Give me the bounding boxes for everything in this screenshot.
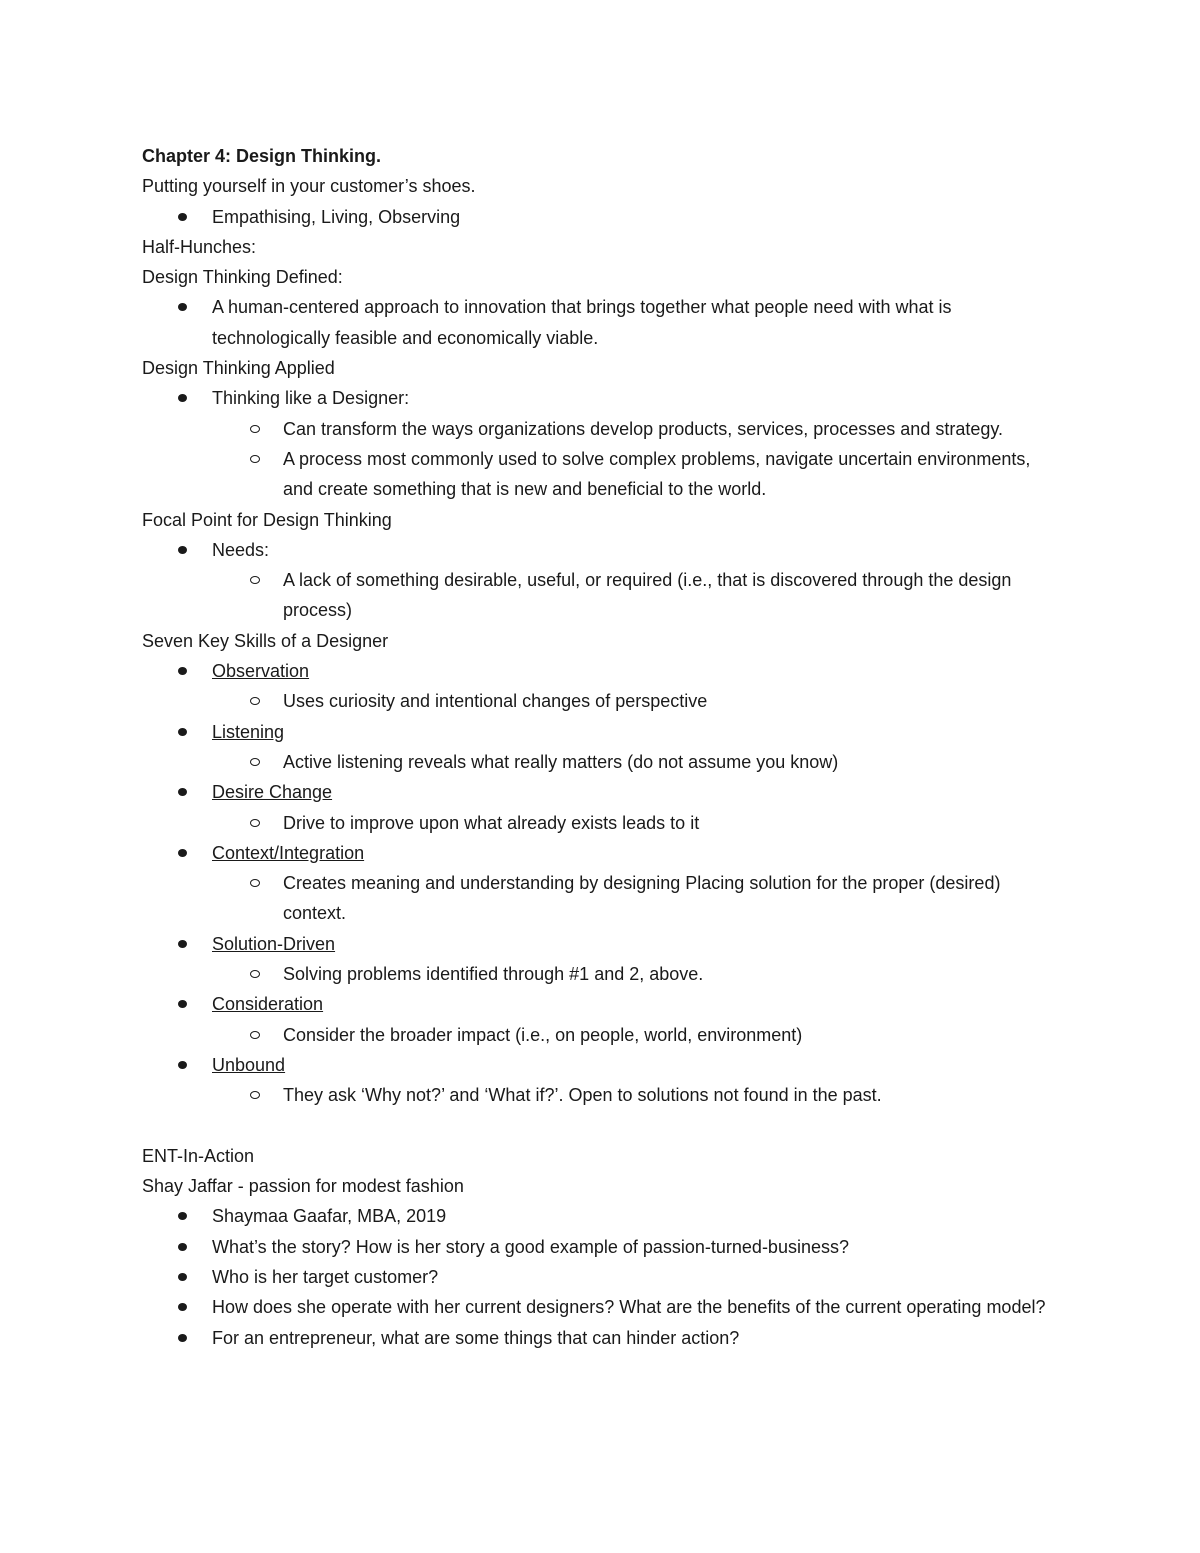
bullet-icon	[178, 1000, 187, 1008]
skill-item	[142, 777, 1052, 807]
bullet-icon	[178, 940, 187, 948]
skill-name: Desire Change	[212, 782, 333, 803]
bullet-text: Thinking like a Designer:	[212, 388, 410, 409]
skill-detail	[142, 686, 1052, 716]
skill-name: Observation	[212, 661, 310, 682]
skill-detail	[142, 868, 1052, 929]
section-heading: Seven Key Skills of a Designer	[142, 630, 389, 651]
circle-bullet-icon	[250, 758, 260, 766]
section-subheading: Shay Jaffar - passion for modest fashion	[142, 1176, 464, 1197]
bullet-icon	[178, 213, 187, 221]
skill-name: Solution-Driven	[212, 933, 336, 954]
section-heading: Focal Point for Design Thinking	[142, 509, 392, 530]
bullet-icon	[178, 303, 187, 311]
bullet-icon	[178, 1334, 187, 1342]
skill-item	[142, 1050, 1052, 1080]
document-body	[142, 141, 1052, 1353]
bullet-item	[142, 535, 1052, 565]
skill-item	[142, 929, 1052, 959]
skill-detail-text: Active listening reveals what really matters (do not assume you know)	[283, 751, 839, 772]
bullet-item	[142, 1232, 1052, 1262]
section-heading: ENT-In-Action	[142, 1145, 255, 1166]
intro-text: Putting yourself in your customer’s shoes.	[142, 176, 476, 197]
skill-detail	[142, 808, 1052, 838]
bullet-icon	[178, 667, 187, 675]
blank-line	[142, 1111, 1052, 1141]
skill-name: Unbound	[212, 1054, 286, 1075]
bullet-icon	[178, 1303, 187, 1311]
skill-detail	[142, 1080, 1052, 1110]
bullet-icon	[178, 394, 187, 402]
bullet-text: Needs:	[212, 539, 270, 560]
bullet-icon	[178, 1273, 187, 1281]
circle-bullet-icon	[250, 879, 260, 887]
skill-name: Context/Integration	[212, 842, 365, 863]
sub-bullet-item	[142, 414, 1052, 444]
skill-name: Consideration	[212, 994, 324, 1015]
bullet-icon	[178, 788, 187, 796]
bullet-item	[142, 1262, 1052, 1292]
circle-bullet-icon	[250, 455, 260, 463]
bullet-text: Who is her target customer?	[212, 1266, 439, 1287]
sub-bullet-item	[142, 444, 1052, 505]
bullet-text: For an entrepreneur, what are some things that can hinder action?	[212, 1327, 740, 1348]
bullet-icon	[178, 849, 187, 857]
circle-bullet-icon	[250, 1091, 260, 1099]
bullet-icon	[178, 1212, 187, 1220]
skill-detail-text: Creates meaning and understanding by designing Placing solution for the proper (desired) context.	[283, 873, 1001, 924]
section-heading: Design Thinking Applied	[142, 358, 335, 379]
bullet-icon	[178, 1243, 187, 1251]
circle-bullet-icon	[250, 576, 260, 584]
bullet-text: What’s the story? How is her story a good example of passion-turned-business?	[212, 1236, 849, 1257]
skill-name: Listening	[212, 721, 285, 742]
skill-detail-text: Uses curiosity and intentional changes of perspective	[283, 691, 708, 712]
bullet-text: Shaymaa Gaafar, MBA, 2019	[212, 1206, 447, 1227]
circle-bullet-icon	[250, 970, 260, 978]
section-heading: Half-Hunches:	[142, 236, 257, 257]
skill-detail-text: Solving problems identified through #1 and 2, above.	[283, 964, 704, 985]
bullet-item	[142, 1292, 1052, 1322]
sub-bullet-text: Can transform the ways organizations develop products, services, processes and strategy.	[283, 418, 1004, 439]
bullet-icon	[178, 728, 187, 736]
skill-detail-text: They ask ‘Why not?’ and ‘What if?’. Open to solutions not found in the past.	[283, 1085, 882, 1106]
skill-item	[142, 989, 1052, 1019]
skill-detail-text: Drive to improve upon what already exists leads to it	[283, 812, 700, 833]
sub-bullet-text: A process most commonly used to solve complex problems, navigate uncertain environments, and create something that is new and beneficial to the world.	[283, 448, 1031, 500]
skill-detail	[142, 959, 1052, 989]
bullet-icon	[178, 546, 187, 554]
skill-item	[142, 838, 1052, 868]
skill-detail	[142, 747, 1052, 777]
circle-bullet-icon	[250, 819, 260, 827]
circle-bullet-icon	[250, 425, 260, 433]
skill-item	[142, 656, 1052, 686]
skill-item	[142, 717, 1052, 747]
bullet-text: How does she operate with her current designers? What are the benefits of the current operating model?	[212, 1297, 1046, 1318]
bullet-item	[142, 383, 1052, 413]
chapter-title: Chapter 4: Design Thinking.	[142, 146, 382, 166]
skill-detail	[142, 1020, 1052, 1050]
bullet-text: A human-centered approach to innovation that brings together what people need with what is technologically feasible and economically viable.	[212, 297, 952, 348]
bullet-text: Empathising, Living, Observing	[212, 206, 461, 227]
bullet-item	[142, 292, 1052, 353]
bullet-item	[142, 1323, 1052, 1353]
sub-bullet-text: A lack of something desirable, useful, or required (i.e., that is discovered through the design process)	[283, 570, 1012, 621]
bullet-item	[142, 202, 1052, 232]
bullet-item	[142, 1201, 1052, 1231]
sub-bullet-item	[142, 565, 1052, 626]
skill-detail-text: Consider the broader impact (i.e., on people, world, environment)	[283, 1024, 803, 1045]
circle-bullet-icon	[250, 1031, 260, 1039]
circle-bullet-icon	[250, 697, 260, 705]
bullet-icon	[178, 1061, 187, 1069]
section-heading: Design Thinking Defined:	[142, 267, 343, 288]
